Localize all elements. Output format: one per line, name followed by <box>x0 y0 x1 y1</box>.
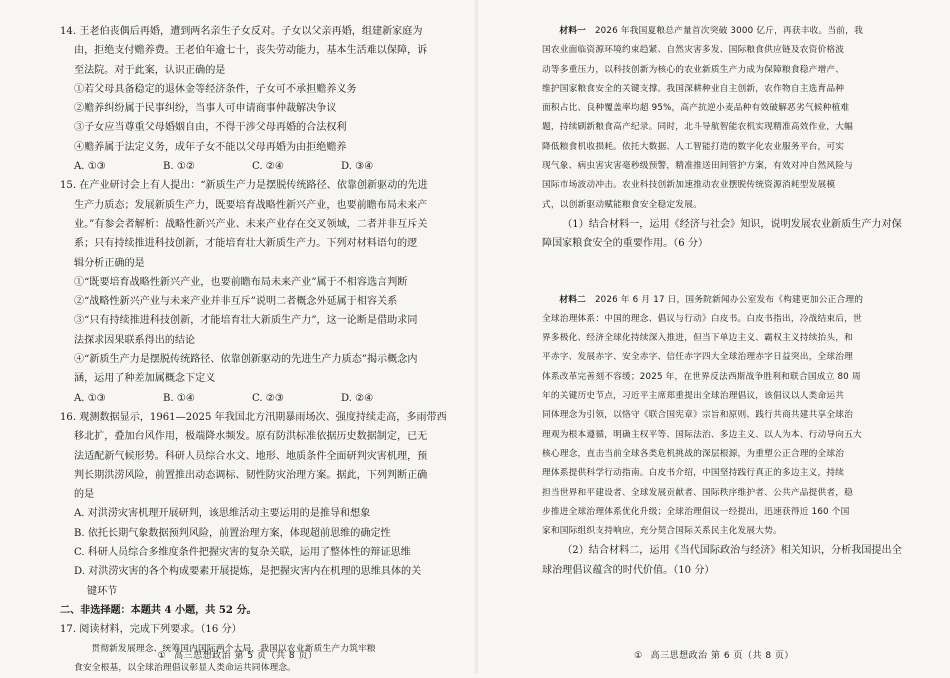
sub-question-2: （2）结合材料二，运用《当代国际政治与经济》相关知识，分析我国提出全 <box>562 545 902 557</box>
q15-item: ①“既要培育战略性新兴产业，也要前瞻布局未来产业”属于不相容选言判断 <box>74 276 408 288</box>
material-2-label: 材料二 <box>559 294 587 305</box>
option-a[interactable]: A. ①③ <box>74 392 106 404</box>
q15-item-cont: 法探求因果联系得出的结论 <box>74 334 196 346</box>
material-2-line: 同体理念为引领，以恪守《联合国宪章》宗旨和原则、践行共商共建共享全球治 <box>542 410 854 421</box>
q14-stem-line: 至法院。对于此案，认识正确的是 <box>74 64 226 76</box>
q15-stem-line: 系；只有持续推进科技创新，才能培育壮大新质生产力。下列对材料语句的逻 <box>74 238 418 250</box>
material-2-line: 全球治理体系：中国的理念、倡议与行动》白皮书。白皮书指出，冷战结束后，世 <box>542 313 862 324</box>
question-15 <box>60 176 455 408</box>
material-1-line <box>542 22 926 41</box>
q15-options <box>60 389 455 408</box>
material-2-line: 步推进全球治理体系优化升级；全球治理倡议一经提出，迅速获得近 160 个国 <box>542 506 850 517</box>
footer-text: 高三思想政治 第 5 页（共 8 页） <box>174 651 318 661</box>
q14-item: ④赡养属于法定义务，成年子女不能以父母再婚为由拒绝赡养 <box>74 141 347 153</box>
q16-stem-line: 移北扩，叠加台风作用，极端降水频发。原有防洪标准依据历史数据制定，已无 <box>74 431 428 443</box>
material-1-label: 材料一 <box>559 26 587 36</box>
q15-item: ④“新质生产力是摆脱传统路径、依靠创新驱动的先进生产力质态”揭示概念内 <box>74 354 418 366</box>
q15-stem-line: 生产力质态；发展新质生产力，既要培育战略性新兴产业，也要前瞻布局未来产 <box>74 199 428 211</box>
option-a[interactable]: A. ①③ <box>74 161 106 173</box>
material-1-line: 维护国家粮食安全的关键支撑。我国深耕种业自主创新，农作物自主选育品种 <box>542 83 845 94</box>
option-d[interactable]: D. 对洪涝灾害的各个构成要素开展提炼，是把握灾害内在机理的思维具体的关 <box>74 566 422 578</box>
q14-item: ①若父母具备稳定的退休金等经济条件，子女可不承担赡养义务 <box>74 83 357 95</box>
option-c[interactable]: C. ②④ <box>252 161 284 173</box>
material-1-text: 2026 年我国夏粮总产量首次突破 3000 亿斤，再获丰收。当前，我 <box>594 26 863 36</box>
sub-question-2-cont: 球治理倡议蕴含的时代价值。（10 分） <box>542 564 715 576</box>
q17-title: 17. 阅读材料，完成下列要求。（16 分） <box>60 624 242 636</box>
question-14 <box>60 22 455 176</box>
q15-item-cont: 涵，运用了种差加属概念下定义 <box>74 373 216 385</box>
section-2-heading: 二、非选择题：本题共 4 小题，共 52 分。 <box>60 604 257 616</box>
q15-stem-line: 业。”有参会者解析：战略性新兴产业、未来产业存在交叉领域，二者并非互斥关 <box>74 218 428 230</box>
option-c[interactable]: C. ②③ <box>252 392 284 404</box>
page-footer <box>0 648 475 661</box>
q16-stem-line: 的是 <box>74 489 95 501</box>
material-1-line: 动等多重压力，以科技创新为核心的农业新质生产力成为保障粮食稳产增产、 <box>542 64 845 75</box>
q16-stem-line: 16. 观测数据显示，1961—2025 年我国北方汛期暴雨场次、强度持续走高，多雨带西 <box>60 411 447 423</box>
material-2-line: 理观为根本遵循，明确主权平等、国际法治、多边主义、以人为本、行动导向五大 <box>542 429 862 440</box>
material-2 <box>542 291 926 580</box>
material-2-line: 体系改革完善刻不容缓；2025 年，在世界反法西斯战争胜利和联合国成立 80 周 <box>542 371 861 382</box>
material-1-line: 国际市场波动冲击。农业科技创新加速推动农业摆脱传统资源消耗型发展模 <box>542 180 836 191</box>
q15-item: ②“战略性新兴产业与未来产业并非互斥”说明二者概念外延属于相容关系 <box>74 296 398 308</box>
material-2-line: 平赤字、发展赤字、安全赤字、信任赤字四大全球治理赤字日益突出，全球治理 <box>542 352 854 363</box>
material-2-line <box>542 291 926 310</box>
option-d[interactable]: D. ③④ <box>341 161 374 173</box>
q15-stem-line: 辑分析正确的是 <box>74 257 145 269</box>
q16-stem-line: 法适配新气候形势。科研人员综合水文、地形、地质条件全面研判灾害机理，预 <box>74 450 428 462</box>
page-footer <box>478 648 950 661</box>
q15-item: ③“只有持续推进科技创新，才能培育壮大新质生产力”，这一论断是借助求同 <box>74 315 418 327</box>
footer-text: 高三思想政治 第 6 页（共 8 页） <box>650 651 794 661</box>
q14-options <box>60 157 455 176</box>
material-1-line: 降低粮食机收损耗。依托大数据、人工智能打造的数字化农业服务平台，可实 <box>542 141 845 152</box>
option-c[interactable]: C. 科研人员综合多维度条件把握灾害的复杂关联，运用了整体性的辩证思维 <box>74 547 411 559</box>
material-2-line: 界多极化、经济全球化持续深入推进，但当下单边主义、霸权主义持续抬头，和 <box>542 333 854 344</box>
option-b[interactable]: B. 依托长期气象数据预判风险，前置治理方案，体现超前思维的确定性 <box>74 527 391 539</box>
q14-item: ③子女应当尊重父母婚姻自由，不得干涉父母再婚的合法权利 <box>74 122 347 134</box>
material-2-text: 2026 年 6 月 17 日，国务院新闻办公室发布《构建更加公正合理的 <box>594 294 864 305</box>
page-6 <box>478 0 950 673</box>
sub-question-1-cont: 障国家粮食安全的重要作用。（6 分） <box>542 238 709 250</box>
q17-intro-line: 贯彻新发展理念、统筹国内国际两个大局，我国以农业新质生产力筑牢粮 <box>91 643 376 654</box>
option-d-cont: 键环节 <box>87 585 118 597</box>
page-mark: ① <box>634 651 643 661</box>
material-1 <box>542 22 926 254</box>
sub-question-1: （1）结合材料一，运用《经济与社会》知识，说明发展农业新质生产力对保 <box>562 218 902 230</box>
q17-intro-line: 食安全根基，以全球治理倡议彰显人类命运共同体理念。 <box>74 662 297 673</box>
option-b[interactable]: B. ①④ <box>163 392 195 404</box>
material-1-line: 面积占比、良种覆盖率均超 95%，高产抗逆小麦品种有效破解恶劣气候种植难 <box>542 103 850 114</box>
question-16 <box>60 408 455 601</box>
material-2-line: 核心理念，直击当前全球各类危机挑战的深层根源，为重塑公正合理的全球治 <box>542 448 845 459</box>
material-2-line: 家和国际组织支持响应，充分契合国际关系民主化发展大势。 <box>542 526 782 537</box>
option-b[interactable]: B. ①② <box>163 161 195 173</box>
material-1-line: 国农业面临资源环境约束趋紧、自然灾害多发、国际粮食供应链及农资价格波 <box>542 45 845 56</box>
material-2-line: 年的关键历史节点，习近平主席郑重提出全球治理倡议，该倡议以人类命运共 <box>542 391 845 402</box>
option-d[interactable]: D. ②④ <box>341 392 374 404</box>
page-mark: ① <box>157 651 167 661</box>
material-1-line: 题，持续刷新粮食高产纪录。同时，北斗导航智能农机实现精准高效作业，大幅 <box>542 122 854 133</box>
material-2-line: 理体系提供科学行动指南。白皮书介绍，中国坚持践行真正的多边主义，持续 <box>542 468 845 479</box>
answer-space <box>542 254 926 291</box>
material-2-line: 担当世界和平建设者、全球发展贡献者、国际秩序维护者、公共产品提供者，稳 <box>542 487 854 498</box>
option-a[interactable]: A. 对洪涝灾害机理开展研判，该思维活动主要运用的是推导和想象 <box>74 508 371 520</box>
q15-stem-line: 15. 在产业研讨会上有人提出：“新质生产力是摆脱传统路径、依靠创新驱动的先进 <box>60 180 428 192</box>
material-1-line: 现气象、病虫害灾害毫秒级预警，精准推送田间管护方案，有效对冲自然风险与 <box>542 161 854 172</box>
q14-stem-line: 14. 王老伯丧偶后再婚，遭到两名亲生子女反对。子女以父亲再婚，组建新家庭为 <box>60 26 423 37</box>
q14-item: ②赡养纠纷属于民事纠纷，当事人可申请商事仲裁解决争议 <box>74 103 337 115</box>
q14-stem-line: 由，拒绝支付赡养费。王老伯年逾七十，丧失劳动能力，基本生活难以保障，诉 <box>74 45 428 57</box>
material-1-line: 式，以创新驱动赋能粮食安全稳定发展。 <box>542 199 702 210</box>
page-5 <box>0 0 475 673</box>
q16-stem-line: 判长期洪涝风险，前置推出动态调标、韧性防灾治理方案。据此，下列判断正确 <box>74 469 428 481</box>
